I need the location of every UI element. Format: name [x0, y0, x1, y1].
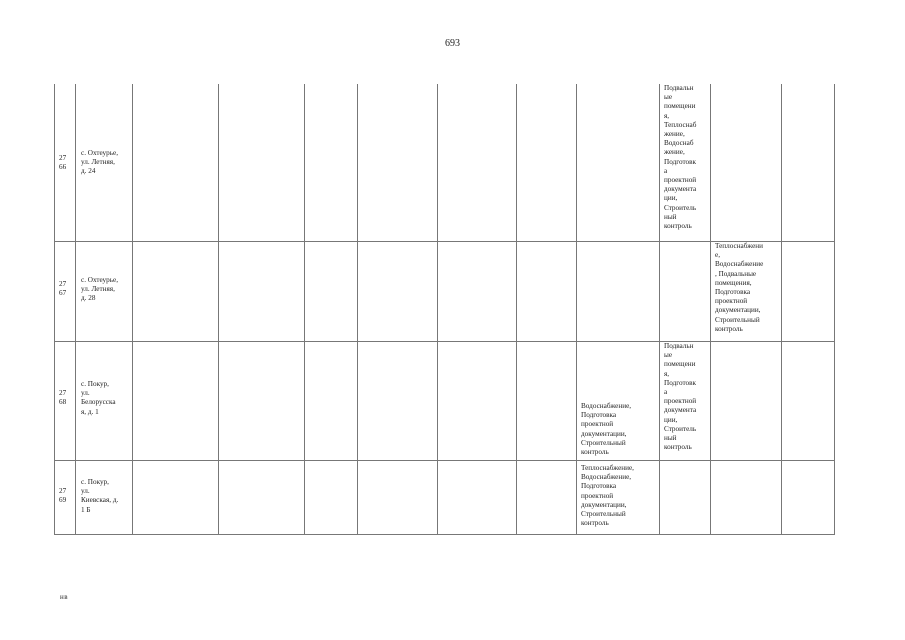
works-cell: Теплоснабжени е, Водоснабжение , Подвальные помещения, Подготовка проектной документации, Строительный контроль	[715, 242, 764, 333]
table-vline	[54, 84, 55, 535]
page-number: 693	[445, 38, 460, 49]
row-number: 27 69	[59, 487, 67, 505]
works-cell: Теплоснабжение, Водоснабжение, Подготовка проектной документации, Строительный контроль	[581, 464, 634, 528]
table-vline	[132, 84, 133, 535]
works-cell: Водоснабжение, Подготовка проектной документации, Строительный контроль	[581, 402, 632, 457]
address-cell: с. Охтеурье, ул. Летняя, д. 24	[81, 149, 118, 176]
table-vline	[357, 84, 358, 535]
address-cell: с. Охтеурье, ул. Летняя, д. 28	[81, 276, 118, 303]
table-vline	[304, 84, 305, 535]
works-cell: Подвальн ые помещени я, Подготовк а проектной документа ции, Строитель ный контроль	[664, 342, 697, 452]
row-number: 27 68	[59, 389, 67, 407]
data-table	[54, 84, 834, 535]
table-hline	[54, 534, 834, 535]
row-number: 27 66	[59, 154, 67, 172]
table-hline	[54, 460, 834, 461]
table-hline	[54, 341, 834, 342]
footer-mark: нв	[60, 593, 69, 601]
address-cell: с. Покур, ул. Киевская, д. 1 Б	[81, 478, 119, 514]
table-vline	[516, 84, 517, 535]
row-number: 27 67	[59, 280, 67, 298]
works-cell: Подвальн ые помещени я, Теплоснаб жение, Водоснаб жение, Подготовк а проектной документа ции, Строитель ный контроль	[664, 84, 697, 231]
table-vline	[437, 84, 438, 535]
address-cell: с. Покур, ул. Белорусска я, д. 1	[81, 380, 116, 416]
table-vline	[834, 84, 835, 535]
table-vline	[218, 84, 219, 535]
